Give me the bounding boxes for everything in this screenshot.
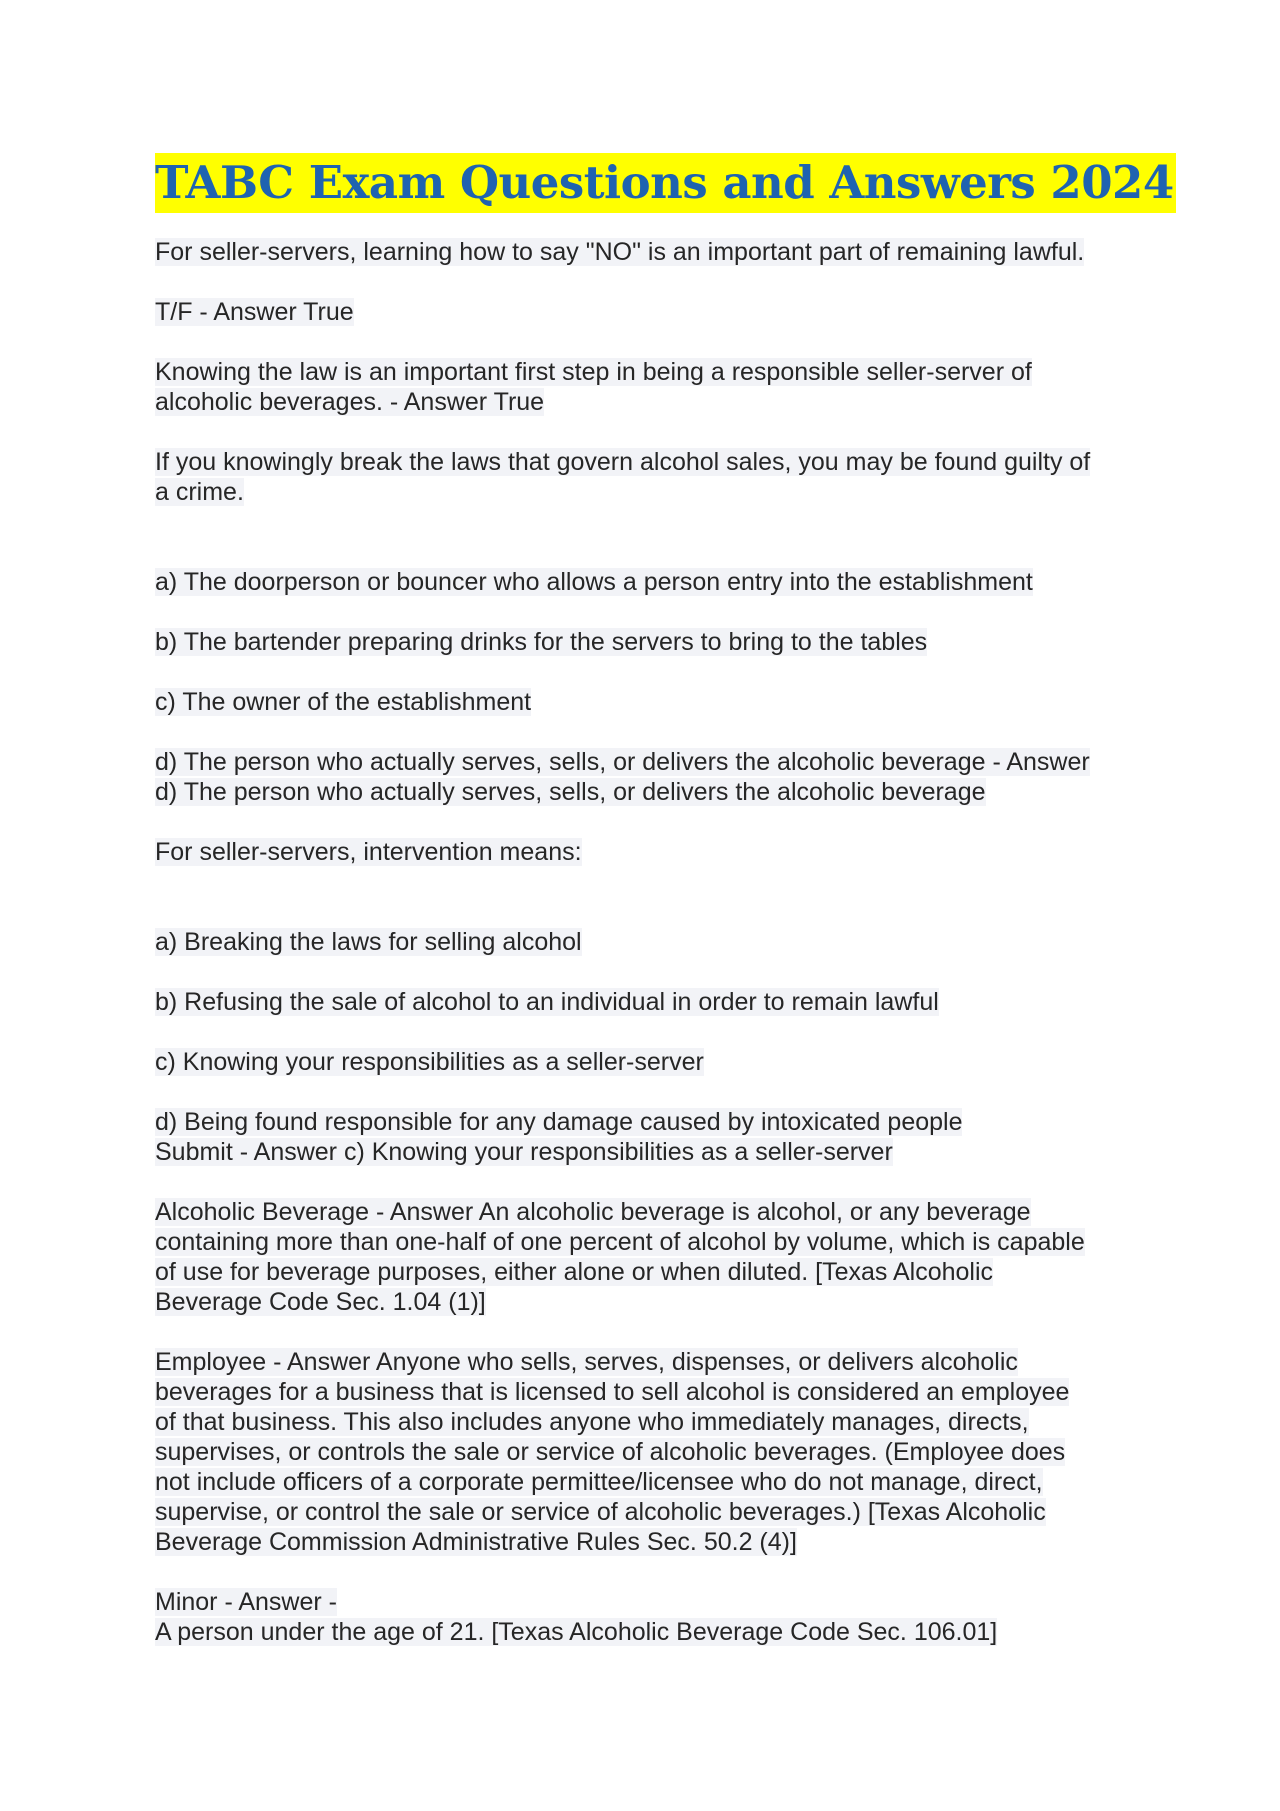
paragraph bbox=[155, 837, 1135, 867]
text-line: c) The owner of the establishment bbox=[155, 688, 532, 716]
text-line: Knowing the law is an important first step in being a responsible seller-server of bbox=[155, 358, 1032, 386]
answer-option bbox=[155, 987, 1135, 1017]
document-title: TABC Exam Questions and Answers 2024 bbox=[155, 153, 1176, 213]
text-line: b) Refusing the sale of alcohol to an individual in order to remain lawful bbox=[155, 988, 939, 1016]
text-line: a crime. bbox=[155, 478, 244, 506]
text-line: a) The doorperson or bouncer who allows a person entry into the establishment bbox=[155, 568, 1033, 596]
text-line: Alcoholic Beverage - Answer An alcoholic beverage is alcohol, or any beverage bbox=[155, 1198, 1031, 1226]
answer-option bbox=[155, 927, 1135, 957]
text-line: of use for beverage purposes, either alone or when diluted. [Texas Alcoholic bbox=[155, 1258, 994, 1286]
paragraph bbox=[155, 237, 1135, 267]
text-line: Beverage Commission Administrative Rules Sec. 50.2 (4)] bbox=[155, 1528, 797, 1556]
text-line: d) The person who actually serves, sells, or delivers the alcoholic beverage - Answer bbox=[155, 748, 1090, 776]
definition-paragraph bbox=[155, 1347, 1135, 1557]
text-line: beverages for a business that is licensed to sell alcohol is considered an employee bbox=[155, 1378, 1070, 1406]
document-content bbox=[155, 153, 1174, 1647]
text-line: supervises, or controls the sale or service of alcoholic beverages. (Employee does bbox=[155, 1438, 1066, 1466]
paragraph bbox=[155, 447, 1135, 507]
paragraph bbox=[155, 297, 1135, 327]
text-line: For seller-servers, intervention means: bbox=[155, 838, 582, 866]
text-line: of that business. This also includes anyone who immediately manages, directs, bbox=[155, 1408, 1029, 1436]
text-line: Beverage Code Sec. 1.04 (1)] bbox=[155, 1288, 486, 1316]
text-line: For seller-servers, learning how to say "NO" is an important part of remaining lawful. bbox=[155, 238, 1085, 266]
answer-option bbox=[155, 1047, 1135, 1077]
answer-option bbox=[155, 1107, 1135, 1167]
definition-paragraph bbox=[155, 1587, 1135, 1647]
text-line: T/F - Answer True bbox=[155, 298, 354, 326]
text-line: a) Breaking the laws for selling alcohol bbox=[155, 928, 582, 956]
definition-paragraph bbox=[155, 1197, 1135, 1317]
paragraph bbox=[155, 357, 1135, 417]
text-line: Submit - Answer c) Knowing your responsibilities as a seller-server bbox=[155, 1138, 893, 1166]
text-line: not include officers of a corporate permittee/licensee who do not manage, direct, bbox=[155, 1468, 1043, 1496]
answer-option bbox=[155, 687, 1135, 717]
text-line: alcoholic beverages. - Answer True bbox=[155, 388, 545, 416]
answer-option bbox=[155, 627, 1135, 657]
title-bar bbox=[155, 153, 1174, 213]
text-line: b) The bartender preparing drinks for the servers to bring to the tables bbox=[155, 628, 928, 656]
text-line: A person under the age of 21. [Texas Alcoholic Beverage Code Sec. 106.01] bbox=[155, 1618, 998, 1646]
text-line: If you knowingly break the laws that govern alcohol sales, you may be found guilty of bbox=[155, 448, 1091, 476]
text-line: supervise, or control the sale or service of alcoholic beverages.) [Texas Alcoholic bbox=[155, 1498, 1046, 1526]
text-line: d) The person who actually serves, sells, or delivers the alcoholic beverage bbox=[155, 778, 986, 806]
text-line: containing more than one-half of one percent of alcohol by volume, which is capable bbox=[155, 1228, 1085, 1256]
text-line: Employee - Answer Anyone who sells, serves, dispenses, or delivers alcoholic bbox=[155, 1348, 1018, 1376]
answer-option bbox=[155, 567, 1135, 597]
answer-option bbox=[155, 747, 1135, 807]
text-line: d) Being found responsible for any damage caused by intoxicated people bbox=[155, 1108, 963, 1136]
text-line: Minor - Answer - bbox=[155, 1588, 337, 1616]
text-line: c) Knowing your responsibilities as a seller-server bbox=[155, 1048, 704, 1076]
